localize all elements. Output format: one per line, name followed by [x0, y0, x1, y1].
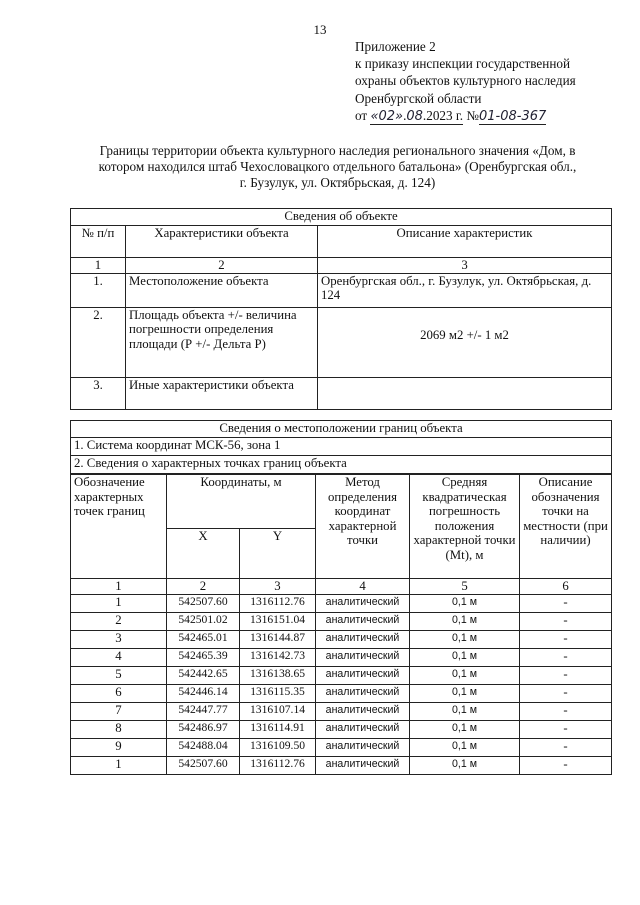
row-description: 2069 м2 +/- 1 м2 — [318, 307, 612, 377]
header-characteristic: Характеристики объекта — [126, 226, 318, 258]
appendix-line-4: Оренбургской области — [355, 90, 482, 106]
table-row — [71, 685, 612, 703]
point-method: аналитический — [316, 757, 410, 775]
colnum-2: 2 — [126, 258, 318, 274]
row-num: 1. — [71, 273, 126, 307]
row-characteristic: Иные характеристики объекта — [126, 377, 318, 409]
header-y: Y — [240, 529, 316, 579]
colnum-1: 1 — [71, 258, 126, 274]
point-error: 0,1 м — [410, 649, 520, 667]
point-y: 1316112.76 — [240, 757, 316, 775]
points-colnum-row — [71, 579, 612, 595]
table-row — [71, 757, 612, 775]
order-number-sign: № — [466, 107, 479, 123]
point-y: 1316151.04 — [240, 613, 316, 631]
colnum-5: 5 — [410, 579, 520, 595]
title-line-2: котором находился штаб Чехословацкого отдельного батальона» (Оренбургская обл., — [98, 159, 577, 174]
title-line-1: Границы территории объекта культурного наследия регионального значения «Дом, в — [99, 143, 576, 158]
row-description: Оренбургская обл., г. Бузулук, ул. Октябрьская, д. 124 — [318, 273, 612, 307]
table-row — [71, 667, 612, 685]
coord-system: 1. Система координат МСК-56, зона 1 — [71, 438, 612, 456]
point-number: 3 — [71, 631, 167, 649]
header-x: X — [167, 529, 240, 579]
row-num: 2. — [71, 307, 126, 377]
point-method: аналитический — [316, 739, 410, 757]
point-description: - — [520, 649, 612, 667]
point-x: 542447.77 — [167, 703, 240, 721]
point-number: 5 — [71, 667, 167, 685]
point-error: 0,1 м — [410, 631, 520, 649]
point-number: 1 — [71, 595, 167, 613]
order-date-year: .2023 г. — [422, 107, 464, 123]
colnum-1: 1 — [71, 579, 167, 595]
point-number: 6 — [71, 685, 167, 703]
header-error: Средняя квадратическая погрешность положения характерной точки (Mt), м — [410, 475, 520, 579]
point-y: 1316107.14 — [240, 703, 316, 721]
point-description: - — [520, 703, 612, 721]
colnum-6: 6 — [520, 579, 612, 595]
appendix-header — [355, 38, 576, 125]
header-description: Описание характеристик — [318, 226, 612, 258]
object-info-table — [70, 208, 612, 410]
point-error: 0,1 м — [410, 703, 520, 721]
point-x: 542507.60 — [167, 595, 240, 613]
appendix-title: Приложение 2 — [355, 39, 436, 54]
point-description: - — [520, 631, 612, 649]
point-method: аналитический — [316, 703, 410, 721]
point-number: 1 — [71, 757, 167, 775]
row-characteristic: Местоположение объекта — [126, 273, 318, 307]
point-error: 0,1 м — [410, 685, 520, 703]
point-description: - — [520, 721, 612, 739]
point-method: аналитический — [316, 613, 410, 631]
location-section-title: Сведения о местоположении границ объекта — [71, 421, 612, 438]
table-row — [71, 703, 612, 721]
object-info-row — [71, 307, 612, 377]
point-method: аналитический — [316, 667, 410, 685]
colnum-2: 2 — [167, 579, 240, 595]
points-header-row — [71, 475, 612, 529]
colnum-3: 3 — [318, 258, 612, 274]
point-x: 542488.04 — [167, 739, 240, 757]
order-date-day: «02» — [370, 108, 404, 124]
point-y: 1316112.76 — [240, 595, 316, 613]
point-number: 4 — [71, 649, 167, 667]
object-info-row — [71, 377, 612, 409]
point-method: аналитический — [316, 721, 410, 739]
table-row — [71, 613, 612, 631]
point-error: 0,1 м — [410, 613, 520, 631]
point-description: - — [520, 685, 612, 703]
object-info-colnum-row — [71, 258, 612, 274]
header-coords: Координаты, м — [167, 475, 316, 529]
point-number: 9 — [71, 739, 167, 757]
order-date-sep: . — [403, 107, 407, 123]
object-info-section-title: Сведения об объекте — [71, 209, 612, 226]
point-y: 1316144.87 — [240, 631, 316, 649]
page-number: 13 — [313, 22, 327, 37]
points-body — [71, 595, 612, 775]
point-x: 542507.60 — [167, 757, 240, 775]
point-y: 1316115.35 — [240, 685, 316, 703]
row-num: 3. — [71, 377, 126, 409]
point-method: аналитический — [316, 685, 410, 703]
order-date — [370, 109, 463, 125]
point-method: аналитический — [316, 595, 410, 613]
header-num: № п/п — [71, 226, 126, 258]
header-method: Метод определения координат характерной точки — [316, 475, 410, 579]
point-x: 542465.01 — [167, 631, 240, 649]
header-designation: Обозначение характерных точек границ — [71, 475, 167, 579]
table-row — [71, 649, 612, 667]
point-x: 542486.97 — [167, 721, 240, 739]
point-number: 2 — [71, 613, 167, 631]
point-error: 0,1 м — [410, 595, 520, 613]
point-error: 0,1 м — [410, 667, 520, 685]
appendix-line-3: охраны объектов культурного наследия — [355, 73, 576, 89]
point-description: - — [520, 739, 612, 757]
row-characteristic: Площадь объекта +/- величина погрешности определения площади (Р +/- Дельта Р) — [126, 307, 318, 377]
point-y: 1316142.73 — [240, 649, 316, 667]
point-x: 542501.02 — [167, 613, 240, 631]
header-point-description: Описание обозначения точки на местности (при наличии) — [520, 475, 612, 579]
point-error: 0,1 м — [410, 757, 520, 775]
point-x: 542442.65 — [167, 667, 240, 685]
point-y: 1316138.65 — [240, 667, 316, 685]
point-error: 0,1 м — [410, 721, 520, 739]
point-x: 542446.14 — [167, 685, 240, 703]
point-x: 542465.39 — [167, 649, 240, 667]
points-title: 2. Сведения о характерных точках границ объекта — [71, 456, 612, 474]
object-info-header-row — [71, 226, 612, 258]
point-description: - — [520, 613, 612, 631]
appendix-line-2: к приказу инспекции государственной — [355, 56, 571, 72]
object-info-section-row — [71, 209, 612, 226]
object-info-row — [71, 273, 612, 307]
order-number: 01-08-367 — [479, 108, 547, 124]
point-number: 8 — [71, 721, 167, 739]
order-date-month: 08 — [406, 108, 423, 124]
point-method: аналитический — [316, 631, 410, 649]
table-row — [71, 631, 612, 649]
point-description: - — [520, 595, 612, 613]
colnum-4: 4 — [316, 579, 410, 595]
points-table — [70, 474, 612, 775]
point-y: 1316109.50 — [240, 739, 316, 757]
point-description: - — [520, 667, 612, 685]
point-y: 1316114.91 — [240, 721, 316, 739]
document-title — [60, 143, 615, 191]
colnum-3: 3 — [240, 579, 316, 595]
point-method: аналитический — [316, 649, 410, 667]
table-row — [71, 721, 612, 739]
point-description: - — [520, 757, 612, 775]
order-from-label: от — [355, 107, 368, 123]
row-description — [318, 377, 612, 409]
point-number: 7 — [71, 703, 167, 721]
title-line-3: г. Бузулук, ул. Октябрьская, д. 124) — [239, 175, 436, 190]
point-error: 0,1 м — [410, 739, 520, 757]
order-date-line — [355, 107, 576, 125]
location-info-table — [70, 420, 612, 474]
table-row — [71, 739, 612, 757]
table-row — [71, 595, 612, 613]
